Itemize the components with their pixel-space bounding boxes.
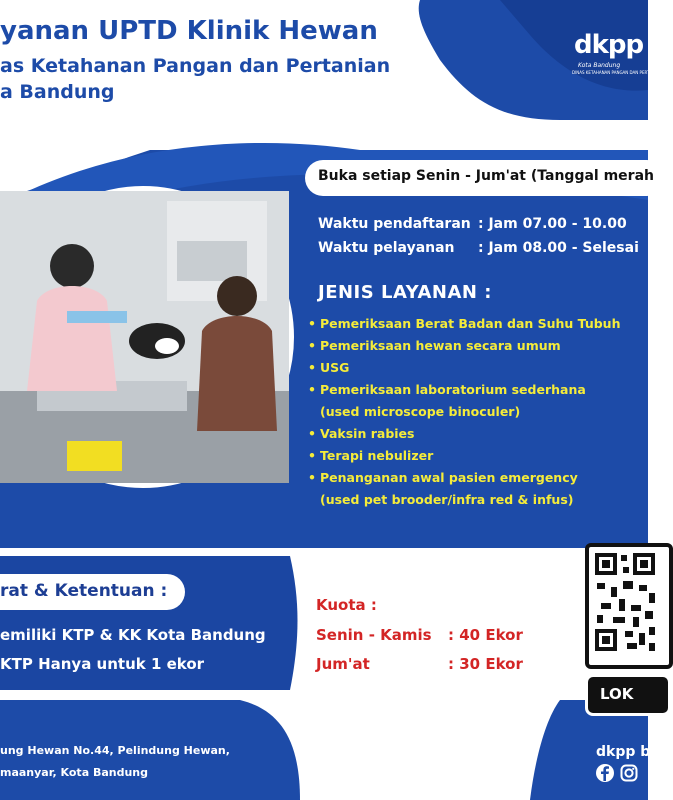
service-item: • Pemeriksaan hewan secara umum [308,338,561,353]
registration-time: : Jam 07.00 - 10.00 [478,216,627,232]
service-item: • Penanganan awal pasien emergency [308,470,578,485]
quota-weekday-value: : 40 Ekor [448,626,523,644]
bullet-icon: • [308,316,316,331]
service-item-note: (used microscope binoculer) [320,404,521,419]
facebook-glyph [596,764,614,782]
instagram-icon[interactable] [620,764,638,782]
quota-weekday-label: Senin - Kamis [316,626,432,644]
bullet-icon: • [308,426,316,441]
service-item: • Terapi nebulizer [308,448,434,463]
page-title: yanan UPTD Klinik Hewan [0,16,378,46]
bullet-icon: • [308,382,316,397]
location-button[interactable] [585,674,671,716]
service-item: • Pemeriksaan laboratorium sederhana [308,382,586,397]
page-subtitle: as Ketahanan Pangan dan Pertanian [0,55,391,77]
service-time: : Jam 08.00 - Selesai [478,240,639,256]
service-item: • Pemeriksaan Berat Badan dan Suhu Tubuh [308,316,621,331]
clinic-photo [0,186,294,488]
bullet-icon: • [308,338,316,353]
clinic-illustration [0,191,289,483]
requirement-item: KTP Hanya untuk 1 ekor [0,655,205,673]
instagram-glyph [620,764,638,782]
quota-friday-value: : 30 Ekor [448,655,523,673]
logo-text: dkpp [574,30,644,60]
location-qr-code[interactable] [585,543,673,669]
bullet-icon: • [308,448,316,463]
qr-code-icon [589,547,661,657]
requirement-item: emiliki KTP & KK Kota Bandung [0,626,266,644]
address-line: ung Hewan No.44, Pelindung Hewan, [0,744,230,757]
open-days-text: Buka setiap Senin - Jum'at (Tanggal merah [318,168,654,184]
facebook-icon[interactable] [596,764,614,782]
page-subtitle-city: a Bandung [0,81,115,103]
service-item: • Vaksin rabies [308,426,415,441]
location-button-label: LOK [600,685,634,703]
services-heading: JENIS LAYANAN : [318,282,492,303]
service-item: • USG [308,360,350,375]
bullet-icon: • [308,470,316,485]
address-line: maanyar, Kota Bandung [0,766,148,779]
service-item-note: (used pet brooder/infra red & infus) [320,492,574,507]
logo-city: Kota Bandung [578,62,621,69]
quota-heading: Kuota : [316,596,377,614]
quota-friday-label: Jum'at [316,655,370,673]
registration-label: Waktu pendaftaran [318,216,471,232]
social-handle: dkpp b [596,744,651,760]
logo-agency: DINAS KETAHANAN PANGAN DAN PERTANIAN [572,70,662,75]
requirements-heading: rat & Ketentuan : [0,581,168,601]
dkpp-logo [560,20,662,115]
bullet-icon: • [308,360,316,375]
service-time-label: Waktu pelayanan [318,240,455,256]
